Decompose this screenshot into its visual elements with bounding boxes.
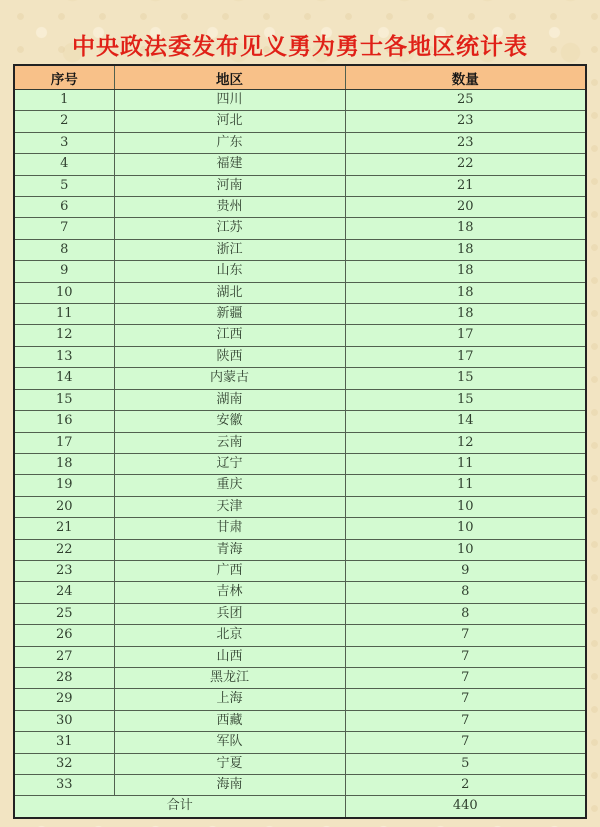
table-row [14,304,586,325]
count-cell: 7 [345,667,586,688]
table-row [14,775,586,796]
count-cell: 11 [345,453,586,474]
table-row [14,90,586,111]
index-cell: 11 [14,304,114,325]
index-cell: 18 [14,453,114,474]
table-row [14,667,586,688]
index-cell: 29 [14,689,114,710]
index-cell: 19 [14,475,114,496]
index-cell: 27 [14,646,114,667]
table-row [14,475,586,496]
region-statistics-table [13,64,587,819]
table-row [14,154,586,175]
count-cell: 2 [345,775,586,796]
region-cell: 新疆 [114,304,345,325]
index-cell: 15 [14,389,114,410]
table-row [14,496,586,517]
table-row [14,625,586,646]
region-cell: 广西 [114,560,345,581]
region-cell: 陕西 [114,346,345,367]
region-cell: 吉林 [114,582,345,603]
index-cell: 3 [14,132,114,153]
index-cell: 13 [14,346,114,367]
region-cell: 青海 [114,539,345,560]
count-cell: 15 [345,389,586,410]
table-row [14,432,586,453]
count-cell: 15 [345,368,586,389]
total-row [14,796,586,818]
region-cell: 黑龙江 [114,667,345,688]
table-row [14,710,586,731]
index-cell: 31 [14,732,114,753]
region-cell: 广东 [114,132,345,153]
index-cell: 14 [14,368,114,389]
region-cell: 重庆 [114,475,345,496]
table-row [14,175,586,196]
count-cell: 8 [345,582,586,603]
count-cell: 9 [345,560,586,581]
region-cell: 上海 [114,689,345,710]
index-cell: 24 [14,582,114,603]
count-cell: 18 [345,218,586,239]
region-cell: 辽宁 [114,453,345,474]
index-cell: 28 [14,667,114,688]
count-cell: 7 [345,646,586,667]
count-cell: 18 [345,282,586,303]
region-cell: 江苏 [114,218,345,239]
index-cell: 22 [14,539,114,560]
index-cell: 8 [14,239,114,260]
total-value-cell: 440 [345,796,586,818]
index-cell: 16 [14,411,114,432]
table-body [14,90,586,796]
index-cell: 1 [14,90,114,111]
region-cell: 海南 [114,775,345,796]
count-cell: 23 [345,111,586,132]
region-cell: 浙江 [114,239,345,260]
region-cell: 四川 [114,90,345,111]
region-cell: 江西 [114,325,345,346]
total-label-cell: 合计 [14,796,345,818]
count-cell: 22 [345,154,586,175]
region-cell: 甘肃 [114,518,345,539]
index-cell: 5 [14,175,114,196]
table-row [14,603,586,624]
index-cell: 2 [14,111,114,132]
region-cell: 河南 [114,175,345,196]
count-cell: 7 [345,710,586,731]
count-cell: 21 [345,175,586,196]
count-cell: 23 [345,132,586,153]
index-cell: 9 [14,261,114,282]
index-cell: 20 [14,496,114,517]
table-row [14,560,586,581]
region-cell: 山西 [114,646,345,667]
count-cell: 7 [345,689,586,710]
index-cell: 12 [14,325,114,346]
index-cell: 23 [14,560,114,581]
region-cell: 河北 [114,111,345,132]
table-row [14,346,586,367]
region-cell: 兵团 [114,603,345,624]
table-row [14,582,586,603]
count-cell: 17 [345,346,586,367]
region-cell: 山东 [114,261,345,282]
count-cell: 10 [345,518,586,539]
region-cell: 宁夏 [114,753,345,774]
table-row [14,261,586,282]
column-header-region: 地区 [114,65,345,90]
column-header-index: 序号 [14,65,114,90]
index-cell: 33 [14,775,114,796]
header-row [14,65,586,90]
table-row [14,732,586,753]
count-cell: 18 [345,304,586,325]
count-cell: 18 [345,239,586,260]
table-row [14,646,586,667]
index-cell: 25 [14,603,114,624]
region-cell: 内蒙古 [114,368,345,389]
region-cell: 军队 [114,732,345,753]
count-cell: 17 [345,325,586,346]
table-row [14,239,586,260]
region-cell: 湖南 [114,389,345,410]
table-row [14,282,586,303]
table-row [14,325,586,346]
region-cell: 湖北 [114,282,345,303]
table-row [14,753,586,774]
table-row [14,218,586,239]
count-cell: 8 [345,603,586,624]
index-cell: 6 [14,197,114,218]
table-row [14,453,586,474]
count-cell: 10 [345,496,586,517]
table-row [14,518,586,539]
count-cell: 10 [345,539,586,560]
count-cell: 7 [345,732,586,753]
index-cell: 10 [14,282,114,303]
index-cell: 17 [14,432,114,453]
index-cell: 30 [14,710,114,731]
index-cell: 4 [14,154,114,175]
count-cell: 20 [345,197,586,218]
region-cell: 云南 [114,432,345,453]
index-cell: 32 [14,753,114,774]
table-row [14,132,586,153]
region-cell: 安徽 [114,411,345,432]
table-row [14,389,586,410]
count-cell: 12 [345,432,586,453]
index-cell: 7 [14,218,114,239]
table-row [14,111,586,132]
count-cell: 18 [345,261,586,282]
table-header [14,65,586,90]
index-cell: 21 [14,518,114,539]
table-row [14,411,586,432]
table-row [14,539,586,560]
count-cell: 25 [345,90,586,111]
count-cell: 14 [345,411,586,432]
region-cell: 贵州 [114,197,345,218]
index-cell: 26 [14,625,114,646]
region-cell: 西藏 [114,710,345,731]
count-cell: 5 [345,753,586,774]
count-cell: 7 [345,625,586,646]
region-cell: 天津 [114,496,345,517]
table-row [14,689,586,710]
page-title: 中央政法委发布见义勇为勇士各地区统计表 [72,33,528,60]
region-cell: 北京 [114,625,345,646]
column-header-count: 数量 [345,65,586,90]
count-cell: 11 [345,475,586,496]
table-row [14,197,586,218]
table-footer [14,796,586,818]
region-cell: 福建 [114,154,345,175]
table-row [14,368,586,389]
